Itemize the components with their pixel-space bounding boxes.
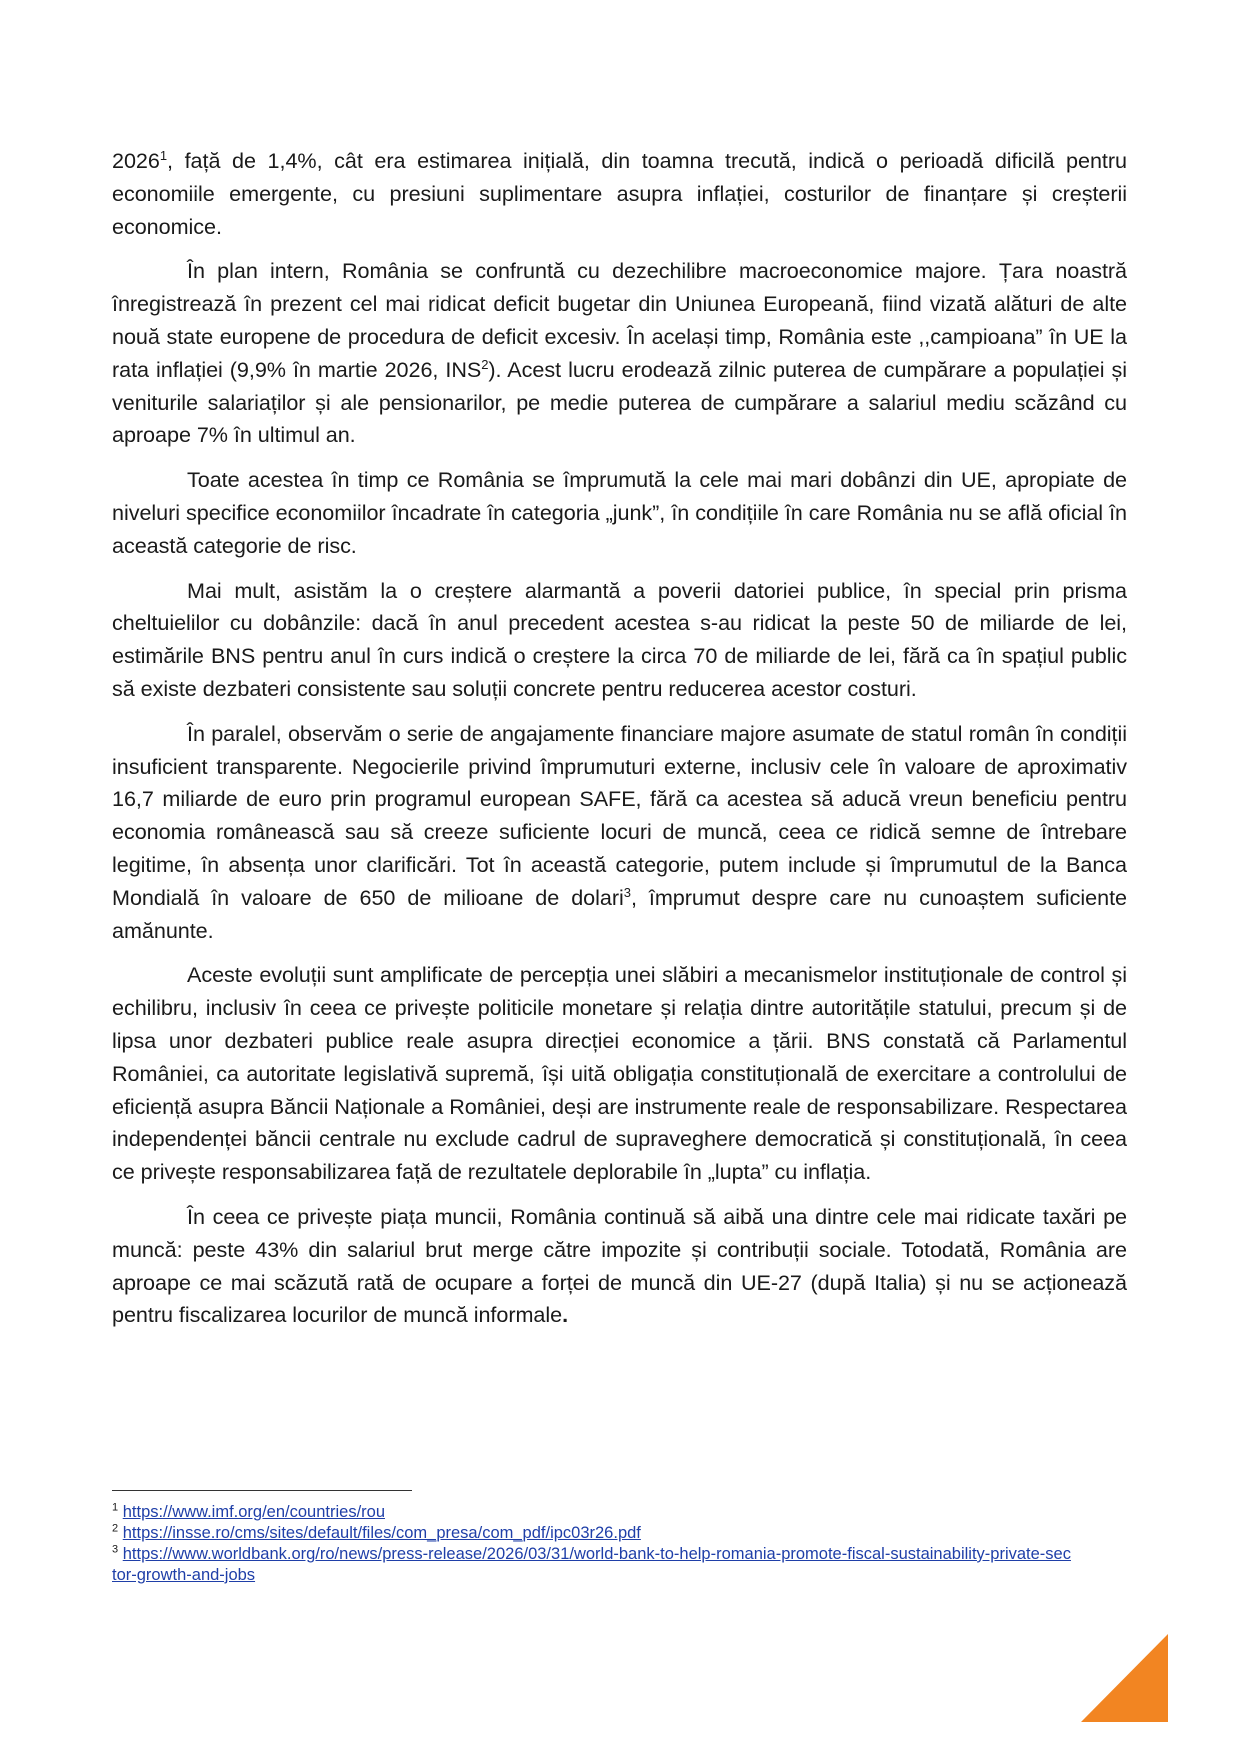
paragraph-text: În ceea ce privește piața muncii, România continuă să aibă una dintre cele mai ridicate taxări pe muncă: peste 43% din salariul brut merge către impozite și contribuții sociale. Totodată, România are aproape ce mai scăzută rată de ocupare a forței de muncă din UE-27 (după Italia) și nu se acționează pentru fiscalizarea locurilor de muncă informale xyxy=(112,1203,1127,1328)
paragraph-text: În paralel, observăm o serie de angajamente financiare majore asumate de statul român în condiții insuficient transparente. Negocierile privind împrumuturi externe, inclusiv cele în valoare de aproximativ 16,7 miliarde de euro prin programul european SAFE, fără ca acestea să aducă vreun beneficiu pentru economia românească sau să creeze suficiente locuri de muncă, ceea ce ridică semne de întrebare legitime, în absența unor clarificări. Tot în această categorie, putem include și împrumutul de la Banca Mondială în valoare de 650 de milioane de dolari xyxy=(112,720,1127,910)
paragraph-text: , împrumut despre care nu cunoaștem suficiente amănunte. xyxy=(112,884,1128,943)
paragraph-text: , față de 1,4%, cât era estimarea inițială, din toamna trecută, indică o perioadă dificilă pentru economiile emergente, cu presiuni suplimentare asupra inflației, costurilor de finanțare și creșterii economice. xyxy=(112,148,1127,239)
footnote-number: 3 xyxy=(112,1543,119,1556)
footnote-link-worldbank[interactable]: https://www.worldbank.org/ro/news/press-release/2026/03/31/world-bank-to-help-romania-promote-fiscal-sustainability-private-sector-growth-and-jobs xyxy=(112,1545,1071,1584)
footnote-number: 2 xyxy=(112,1522,119,1535)
footnote-ref-3[interactable]: 3 xyxy=(623,884,631,900)
paragraph-text: Aceste evoluții sunt amplificate de percepția unei slăbiri a mecanismelor instituționale de control și echilibru, inclusiv în ceea ce privește politicile monetare și relația dintre autoritățile statului, precum și de lipsa unor dezbateri publice reale asupra direcției economice a țării. BNS constată că Parlamentul României, ca autoritate legislativă supremă, își uită obligația constituțională de exercitare a controlului de eficiență asupra Băncii Naționale a României, deși are instrumente reale de responsabilizare. Respectarea independenței băncii centrale nu exclude cadrul de supraveghere democratică și constituțională, în ceea ce privește responsabilizarea față de rezultatele deplorabile în „lupta” cu inflația. xyxy=(112,962,1127,1185)
footnote-number: 1 xyxy=(112,1501,119,1514)
footnotes-section xyxy=(112,1502,1072,1586)
footnote-1 xyxy=(112,1502,1072,1523)
footnote-2 xyxy=(112,1523,1072,1544)
paragraph-text: 2026 xyxy=(112,148,160,173)
paragraph-text: Toate acestea în timp ce România se împrumută la cele mai mari dobânzi din UE, apropiate de niveluri specifice economiilor încadrate în categoria „junk”, în condițiile în care România nu se află oficial în această categorie de risc. xyxy=(112,467,1127,558)
footnote-link-imf[interactable]: https://www.imf.org/en/countries/rou xyxy=(122,1503,385,1521)
document-body xyxy=(112,145,1127,1344)
paragraph-interest-rates xyxy=(112,464,1127,562)
footnote-link-insse[interactable]: https://insse.ro/cms/sites/default/files/com_presa/com_pdf/ipc03r26.pdf xyxy=(122,1524,641,1542)
paragraph-gdp-forecast xyxy=(112,145,1127,243)
paragraph-labor-market xyxy=(112,1201,1127,1332)
paragraph-text: În plan intern, România se confruntă cu dezechilibre macroeconomice majore. Țara noastră înregistrează în prezent cel mai ridicat deficit bugetar din Uniunea Europeană, fiind vizată alături de alte nouă state europene de procedura de deficit excesiv. În același timp, România este ,,campioana” în UE la rata inflației (9,9% în martie 2026, INS xyxy=(112,258,1127,382)
paragraph-macro-imbalances xyxy=(112,255,1127,452)
paragraph-public-debt xyxy=(112,575,1127,706)
footnote-separator xyxy=(112,1490,412,1491)
corner-triangle-decoration xyxy=(1081,1634,1168,1722)
footnote-ref-1[interactable]: 1 xyxy=(159,147,168,163)
paragraph-end-period: . xyxy=(562,1302,569,1328)
footnote-3 xyxy=(112,1544,1072,1586)
paragraph-financial-commitments xyxy=(112,718,1127,948)
footnote-ref-2[interactable]: 2 xyxy=(481,356,489,372)
paragraph-text: Mai mult, asistăm la o creștere alarmantă a poverii datoriei publice, în special prin prisma cheltuielilor cu dobânzile: dacă în anul precedent acestea s-au ridicat la peste 50 de miliarde de lei, estimările BNS pentru anul în curs indică o creștere la circa 70 de miliarde de lei, fără ca în spațiul public să existe dezbateri consistente sau soluții concrete pentru reducerea acestor costuri. xyxy=(112,577,1127,701)
paragraph-institutional-control xyxy=(112,959,1127,1189)
paragraph-text: ). Acest lucru erodează zilnic puterea de cumpărare a populației și veniturile salariaților și ale pensionarilor, pe medie puterea de cumpărare a salariul mediu scăzând cu aproape 7% în ultimul an. xyxy=(112,356,1127,448)
